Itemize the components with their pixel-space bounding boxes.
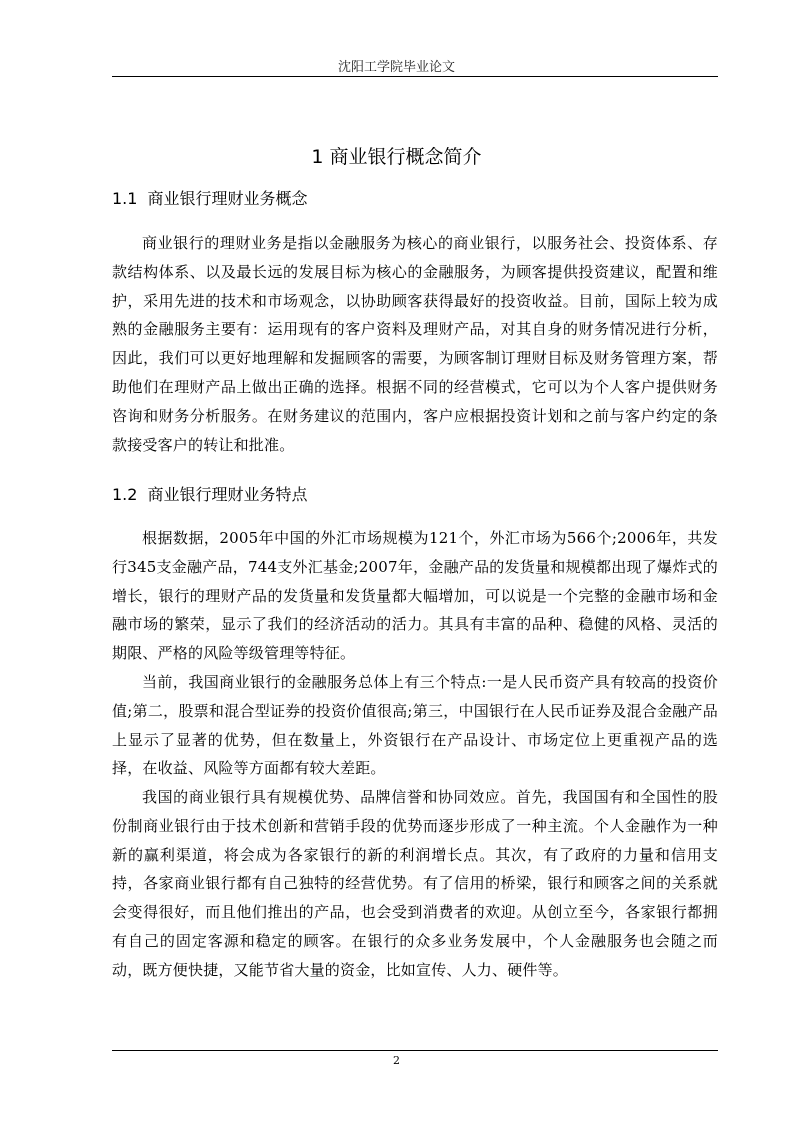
paragraph-1-2-b: 当前，我国商业银行的金融服务总体上有三个特点:一是人民币资产具有较高的投资价值;第二，股票和混合型证券的投资价值很高;第三，中国银行在人民币证券及混合金融产品上显示了显著的优势，但在数量上，外资银行在产品设计、市场定位上更重视产品的选择，在收益、风险等方面都有较大差距。 — [112, 673, 718, 778]
section-heading-1-2 — [112, 482, 307, 505]
section-number: 1.1 — [112, 189, 138, 208]
header-divider — [112, 76, 718, 77]
footer-divider — [112, 1050, 718, 1051]
section-title-text: 商业银行理财业务特点 — [147, 485, 308, 504]
chapter-title: 1 商业银行概念简介 — [311, 146, 482, 168]
section-heading-1-1 — [112, 186, 307, 209]
running-header: 沈阳工学院毕业论文 — [337, 60, 455, 75]
section-number: 1.2 — [112, 485, 138, 504]
paragraph-1-2-a: 根据数据，2005年中国的外汇市场规模为121个，外汇市场为566个;2006年，共发行345支金融产品，744支外汇基金;2007年，金融产品的发货量和规模都出现了爆炸式的增长，银行的理财产品的发货量和发货量都大幅增加，可以说是一个完整的金融市场和金融市场的繁荣，显示了我们的经济活动的活力。其具有丰富的品种、稳健的风格、灵活的期限、严格的风险等级管理等特征。 — [112, 529, 718, 663]
section-title-text: 商业银行理财业务概念 — [147, 189, 308, 208]
paragraph-1-2-c: 我国的商业银行具有规模优势、品牌信誉和协同效应。首先，我国国有和全国性的股份制商业银行由于技术创新和营销手段的优势而逐步形成了一种主流。个人金融作为一种新的赢利渠道，将会成为各家银行的新的利润增长点。其次，有了政府的力量和信用支持，各家商业银行都有自己独特的经营优势。有了信用的桥梁，银行和顾客之间的关系就会变得很好，而且他们推出的产品，也会受到消费者的欢迎。从创立至今，各家银行都拥有自己的固定客源和稳定的顾客。在银行的众多业务发展中，个人金融服务也会随之而动，既方便快捷，又能节省大量的资金，比如宣传、人力、硬件等。 — [112, 788, 718, 979]
page-number: 2 — [393, 1054, 400, 1067]
paragraph-1-1-a: 商业银行的理财业务是指以金融服务为核心的商业银行，以服务社会、投资体系、存款结构体系、以及最长远的发展目标为核心的金融服务，为顾客提供投资建议，配置和维护，采用先进的技术和市场观念，以协助顾客获得最好的投资收益。目前，国际上较为成熟的金融服务主要有：运用现有的客户资料及理财产品，对其自身的财务情况进行分析，因此，我们可以更好地理解和发掘顾客的需要，为顾客制订理财目标及财务管理方案，帮助他们在理财产品上做出正确的选择。根据不同的经营模式，它可以为个人客户提供财务咨询和财务分析服务。在财务建议的范围内，客户应根据投资计划和之前与客户约定的条款接受客户的转让和批准。 — [112, 234, 718, 454]
